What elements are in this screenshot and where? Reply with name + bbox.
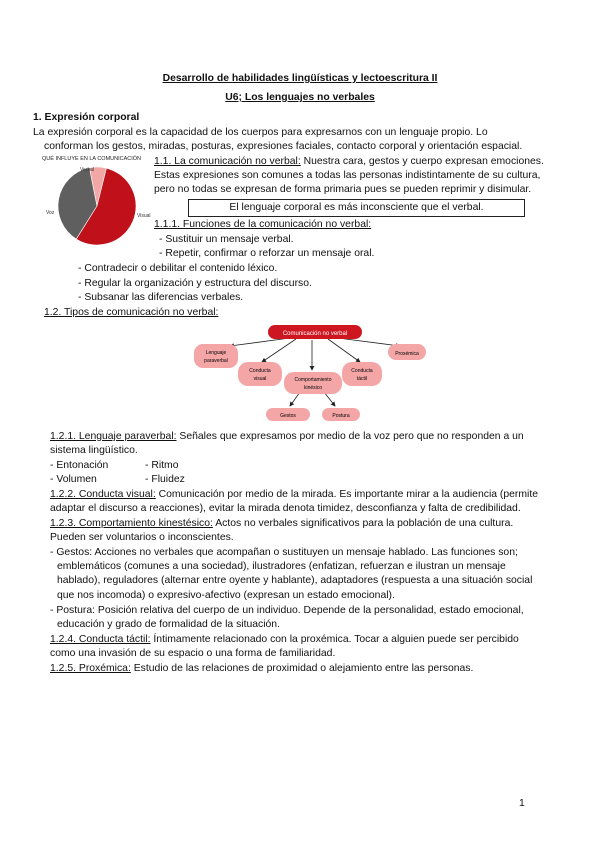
diagram-arrow [338, 338, 400, 346]
s121-line-1 [50, 430, 524, 443]
section-heading: 1. Expresión corporal [33, 112, 140, 123]
diagram-arrow [290, 392, 300, 406]
pie-title: QUÉ INFLUYE EN LA COMUNICACIÓN [42, 156, 142, 162]
node-lenguaje-paraverbal [194, 344, 238, 368]
function-item: - Regular la organización y estructura del discurso. [78, 278, 312, 289]
document-title: Desarrollo de habilidades lingüísticas y lectoescritura II [162, 73, 438, 84]
node-label: táctil [356, 376, 368, 382]
node-label: visual [253, 376, 267, 382]
function-item: - Sustituir un mensaje verbal. [159, 234, 294, 245]
gestos-line: hablado), reguladores (alternar entre oyente y hablante), adaptadores (respuesta a una situación social [57, 575, 533, 586]
node-label: Lenguaje [205, 350, 227, 356]
s12-title: 1.2. Tipos de comunicación no verbal: [44, 307, 219, 318]
node-conducta-visual [238, 362, 282, 386]
diagram-arrow [328, 339, 360, 362]
node-conducta-tactil [342, 362, 382, 386]
s123-line-1 [50, 517, 513, 530]
s124-line-2: como una invasión de su espacio o una forma de familiaridad. [50, 648, 336, 659]
s122-text: Comunicación por medio de la mirada. Es importante mirar a la audiencia (permite [155, 489, 539, 500]
s121-line-2: sistema lingüístico. [50, 445, 138, 456]
node-label: Conducta [351, 368, 373, 374]
diagram-arrow [324, 392, 335, 406]
s11-line-2: Estas expresiones son comunes a todas las personas indistintamente de su cultura, [154, 170, 541, 181]
s121-title: 1.2.1. Lenguaje paraverbal: [50, 431, 177, 442]
s11-title: 1.1. La comunicación no verbal: [154, 156, 301, 167]
paraverbal-item: - Entonación [50, 460, 109, 471]
pie-label-verbal: Verbal [80, 167, 95, 173]
s11-line-1 [154, 155, 544, 168]
s124-text: Íntimamente relacionado con la proxémica. Tocar a alguien puede ser percibido [150, 634, 519, 645]
intro-line-1: La expresión corporal es la capacidad de los cuerpos para expresarnos con un lenguaje propio. Lo [33, 127, 488, 138]
s11-text: Nuestra cara, gestos y cuerpo expresan emociones. [300, 156, 544, 167]
s122-line-2: adaptar el discurso a reacciones), evitar la mirada denota timidez, desconfianza y falta de credibilidad. [50, 503, 521, 514]
document-subtitle: U6; Los lenguajes no verbales [225, 92, 375, 103]
node-label: Comportamiento [294, 377, 332, 383]
s11-line-3: pero no todas se expresan de forma primaria pues se pueden reprimir y disimular. [154, 184, 532, 195]
s125-text: Estudio de las relaciones de proximidad o alejamiento entre las personas. [130, 663, 474, 674]
s111-title: 1.1.1. Funciones de la comunicación no verbal: [154, 219, 372, 230]
node-label: kinésico [303, 385, 323, 391]
s122-title: 1.2.2. Conducta visual: [50, 489, 156, 500]
diagram-arrow [262, 339, 296, 362]
pie-label-voz: Voz [46, 210, 55, 216]
function-item: - Subsanar las diferencias verbales. [78, 292, 244, 303]
pie-label-visual: Visual [137, 213, 151, 219]
paraverbal-item: - Fluidez [145, 474, 185, 485]
paraverbal-item: - Ritmo [145, 460, 179, 471]
s125-title: 1.2.5. Proxémica: [50, 663, 131, 674]
intro-line-2: conforman los gestos, miradas, posturas, expresiones faciales, contacto corporal y orientación espacial. [44, 141, 523, 152]
postura-line: - Postura: Posición relativa del cuerpo de un individuo. Depende de la personalidad, estado emocional, [50, 605, 524, 616]
node-label: Postura [332, 413, 350, 419]
s125-line-1 [50, 662, 473, 675]
node-label: Proxémica [395, 351, 419, 357]
diagram-arrow [230, 338, 290, 346]
paraverbal-item: - Volumen [50, 474, 97, 485]
s123-title: 1.2.3. Comportamiento kinestésico: [50, 518, 213, 529]
function-item: - Contradecir o debilitar el contenido léxico. [78, 263, 278, 274]
boxed-note: El lenguaje corporal es más inconsciente que el verbal. [188, 199, 525, 217]
gestos-line: que nos incomoda) o expresivo-afectivo (expresan un estado emocional). [57, 590, 395, 601]
postura-line: educación y grado de formalidad de la situación. [57, 619, 280, 630]
function-item: - Repetir, confirmar o reforzar un mensaje oral. [159, 248, 375, 259]
gestos-line: - Gestos: Acciones no verbales que acompañan o sustituyen un mensaje hablado. Las funciones son; [50, 547, 518, 558]
gestos-line: emblemáticos (comunes a una sociedad), ilustradores (enfatizan, refuerzan e ilustran un mensaje [57, 561, 506, 572]
s121-text: Señales que expresamos por medio de la voz pero que no responden a un [176, 431, 524, 442]
types-diagram [190, 322, 430, 424]
diagram-root-label: Comunicación no verbal [282, 331, 348, 337]
pie-chart [40, 152, 152, 248]
node-label: paraverbal [204, 358, 228, 364]
node-label: Gestos [280, 413, 296, 419]
s123-text: Actos no verbales significativos para la población de una cultura. [212, 518, 514, 529]
s122-line-1 [50, 488, 538, 501]
s123-line-2: Pueden ser voluntarios o inconscientes. [50, 532, 234, 543]
page-number: 1 [519, 798, 525, 809]
s124-line-1 [50, 633, 519, 646]
node-label: Conducta [249, 368, 271, 374]
s124-title: 1.2.4. Conducta táctil: [50, 634, 151, 645]
